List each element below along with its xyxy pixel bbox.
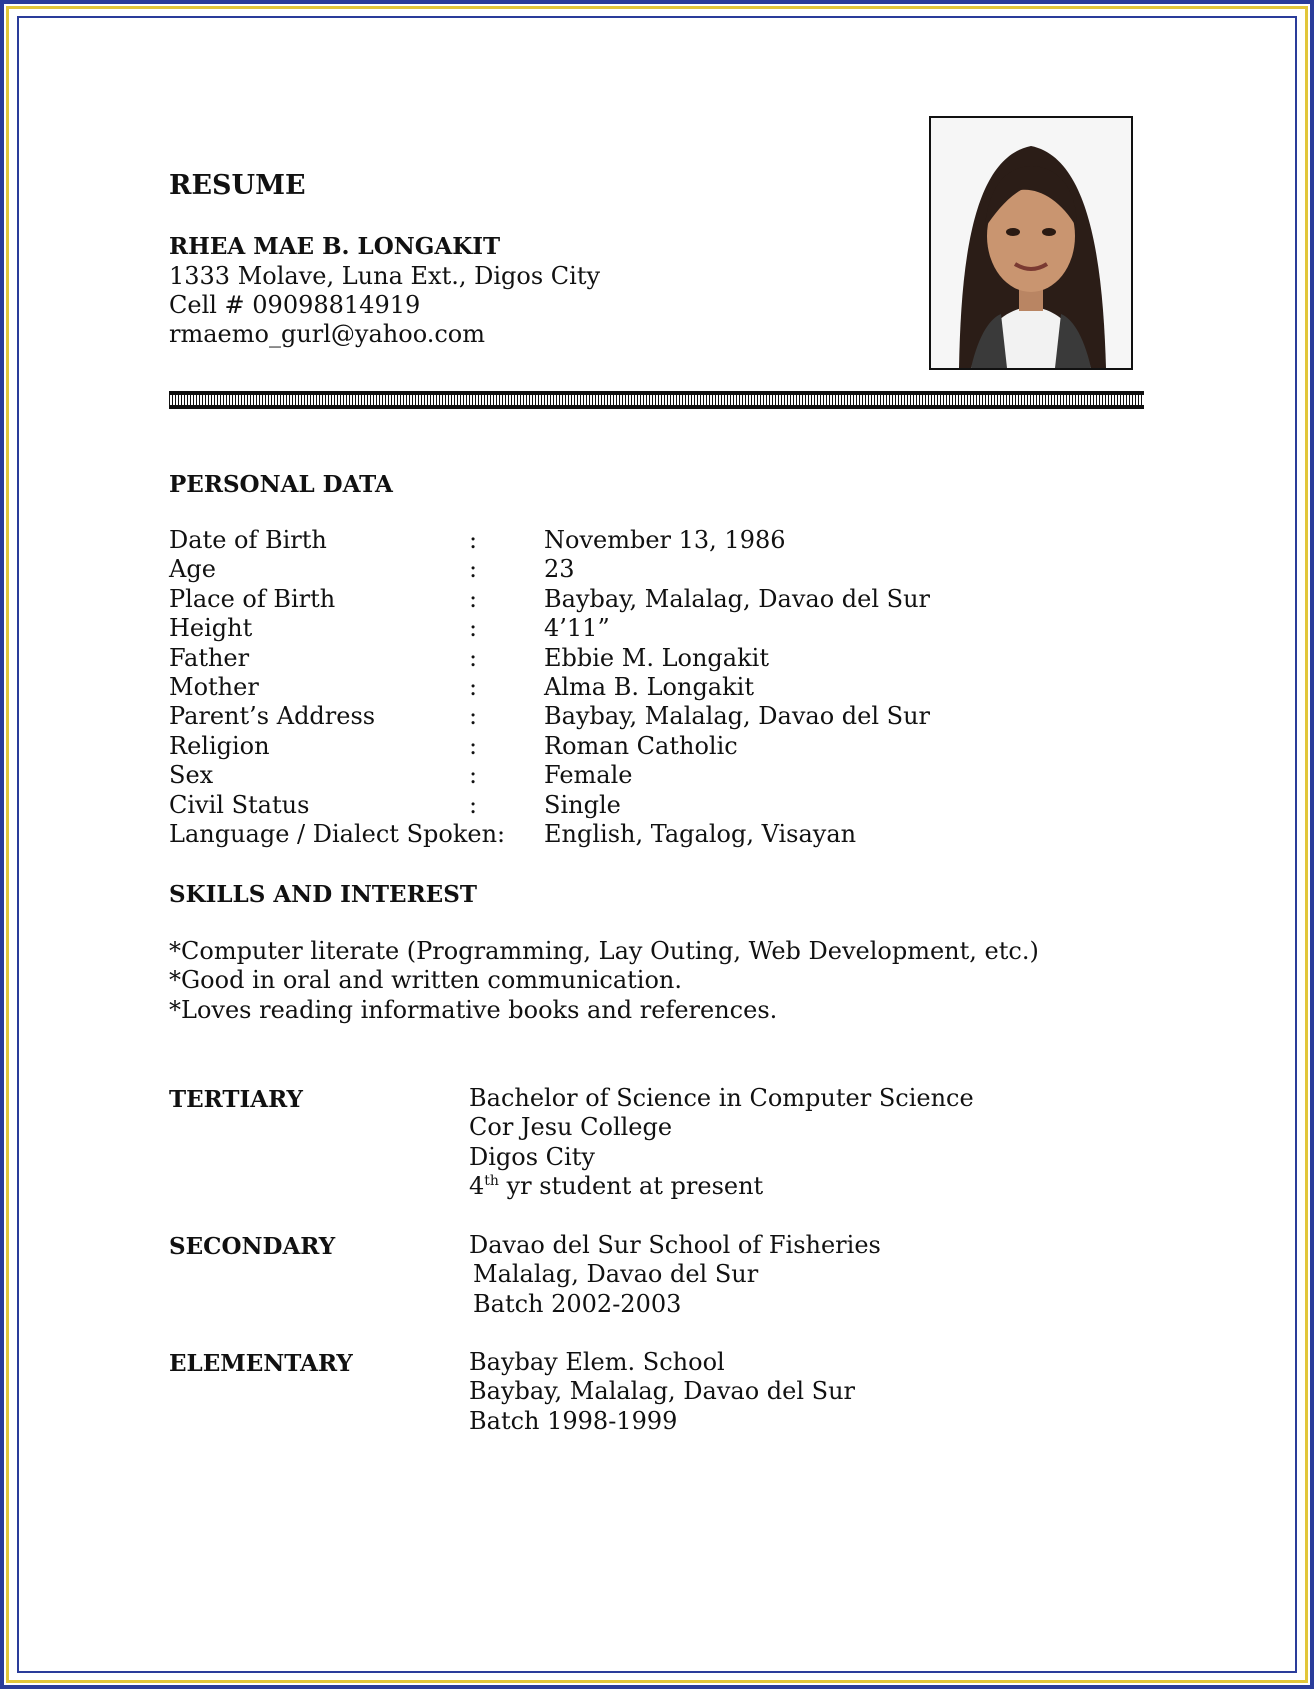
secondary-line: Batch 2002-2003 — [473, 1289, 682, 1318]
colon: : — [469, 643, 478, 672]
value-language: English, Tagalog, Visayan — [544, 819, 857, 848]
colon: : — [469, 672, 478, 701]
label-place-of-birth: Place of Birth — [169, 584, 336, 613]
label-religion: Religion — [169, 731, 270, 760]
elementary-line: Batch 1998-1999 — [469, 1406, 678, 1435]
personal-data-heading: PERSONAL DATA — [169, 471, 393, 498]
secondary-line: Malalag, Davao del Sur — [473, 1260, 759, 1289]
tertiary-line: Digos City — [469, 1142, 595, 1171]
label-language: Language / Dialect Spoken: — [169, 819, 506, 848]
colon: : — [469, 526, 478, 554]
skills-heading: SKILLS AND INTEREST — [169, 881, 477, 908]
personal-values — [544, 526, 930, 849]
tertiary-year — [469, 1172, 974, 1201]
colon: : — [469, 555, 478, 584]
label-civil-status: Civil Status — [169, 790, 310, 819]
skill-item: *Good in oral and written communication. — [169, 966, 682, 995]
elementary-line: Baybay Elem. School — [469, 1348, 725, 1376]
label-date-of-birth: Date of Birth — [169, 526, 327, 554]
secondary-heading: SECONDARY — [169, 1233, 336, 1260]
label-age: Age — [169, 555, 216, 584]
header-divider — [169, 391, 1144, 409]
secondary-details — [469, 1231, 881, 1319]
tertiary-line: Bachelor of Science in Computer Science — [469, 1084, 974, 1112]
skills-list — [169, 937, 1039, 1025]
year-text: yr student at present — [498, 1172, 764, 1201]
label-mother: Mother — [169, 672, 259, 701]
label-sex: Sex — [169, 761, 214, 790]
year-number: 4 — [469, 1172, 485, 1201]
value-height: 4’11” — [544, 614, 610, 643]
secondary-line: Davao del Sur School of Fisheries — [469, 1231, 881, 1259]
elementary-line: Baybay, Malalag, Davao del Sur — [469, 1377, 856, 1406]
skill-item: *Computer literate (Programming, Lay Outing, Web Development, etc.) — [169, 937, 1039, 965]
label-height: Height — [169, 614, 253, 643]
applicant-email: rmaemo_gurl@yahoo.com — [169, 320, 485, 348]
applicant-name: RHEA MAE B. LONGAKIT — [169, 233, 501, 260]
applicant-address: 1333 Molave, Luna Ext., Digos City — [169, 262, 601, 290]
tertiary-details — [469, 1084, 974, 1202]
colon: : — [469, 790, 478, 819]
tertiary-line: Cor Jesu College — [469, 1113, 673, 1142]
value-mother: Alma B. Longakit — [544, 672, 754, 701]
applicant-photo — [929, 116, 1133, 370]
colon: : — [469, 731, 478, 760]
label-parents-address: Parent’s Address — [169, 702, 376, 731]
value-civil-status: Single — [544, 790, 621, 819]
value-sex: Female — [544, 761, 633, 790]
value-parents-address: Baybay, Malalag, Davao del Sur — [544, 702, 931, 731]
personal-labels — [169, 526, 505, 849]
value-religion: Roman Catholic — [544, 731, 738, 760]
skill-item: *Loves reading informative books and references. — [169, 995, 778, 1024]
value-age: 23 — [544, 555, 575, 584]
value-date-of-birth: November 13, 1986 — [544, 526, 786, 554]
resume-title: RESUME — [169, 170, 306, 201]
colon: : — [469, 584, 478, 613]
value-father: Ebbie M. Longakit — [544, 643, 769, 672]
tertiary-heading: TERTIARY — [169, 1086, 303, 1113]
colon: : — [469, 761, 478, 790]
label-father: Father — [169, 643, 250, 672]
colon: : — [469, 614, 478, 643]
colon: : — [469, 702, 478, 731]
elementary-details — [469, 1348, 855, 1436]
year-suffix: th — [484, 1173, 499, 1190]
personal-colons — [469, 526, 477, 820]
applicant-cell: Cell # 09098814919 — [169, 291, 421, 319]
value-place-of-birth: Baybay, Malalag, Davao del Sur — [544, 584, 931, 613]
portrait-illustration — [931, 118, 1131, 368]
elementary-heading: ELEMENTARY — [169, 1350, 353, 1377]
